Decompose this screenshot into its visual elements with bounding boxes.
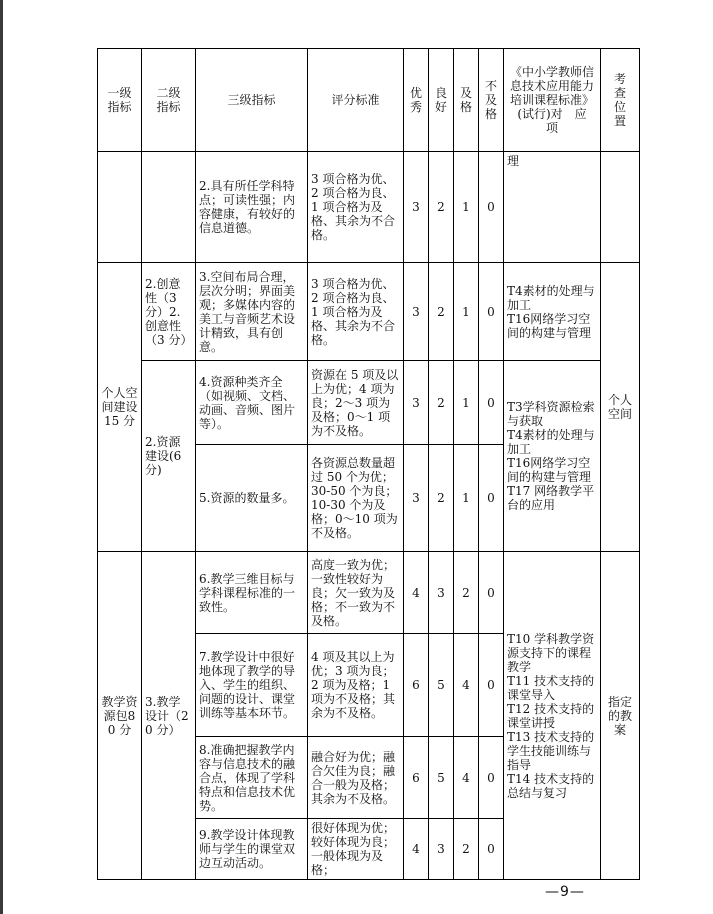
score-good: 2 [429, 445, 454, 552]
item-cell: 6.教学三维目标与学科课程标准的一致性。 [196, 552, 308, 634]
table-row [98, 263, 640, 361]
level1-teaching: 教学资源包80 分 [98, 552, 142, 880]
item-cell: 2.具有所任学科特点；可读性强；内容健康，有较好的信息道德。 [196, 152, 308, 263]
score-excellent: 3 [404, 361, 429, 445]
item-cell: 8.准确把握教学内容与信息技术的融合点，体现了学科特点和信息技术优势。 [196, 737, 308, 819]
score-good: 3 [429, 552, 454, 634]
score-excellent: 3 [404, 445, 429, 552]
item-cell: 9.教学设计体现教师与学生的课堂双边互动活动。 [196, 819, 308, 880]
criteria-cell: 3 项合格为优、2 项合格为良、1 项合格为及格、其余为不合格。 [308, 263, 404, 361]
header-location: 考 查 位 置 [601, 49, 640, 152]
standard-creativity: T4素材的处理与加工 T16网络学习空间的构建与管理 [504, 263, 601, 361]
page-number: —9— [545, 884, 585, 900]
location-cell-empty [601, 152, 640, 263]
header-level3: 三级指标 [196, 49, 308, 152]
score-pass: 1 [454, 263, 479, 361]
score-good: 2 [429, 361, 454, 445]
evaluation-table [97, 48, 640, 880]
header-criteria: 评分标准 [308, 49, 404, 152]
header-fail: 不 及 格 [479, 49, 504, 152]
level2-teaching-design: 3.教学设计（20 分） [142, 552, 196, 880]
score-fail: 0 [479, 634, 504, 737]
standard-cell: 理 [504, 152, 601, 263]
score-good: 5 [429, 737, 454, 819]
score-good: 5 [429, 634, 454, 737]
score-excellent: 3 [404, 152, 429, 263]
score-excellent: 6 [404, 634, 429, 737]
level2-cell-empty [142, 152, 196, 263]
location-teaching: 指定的教案 [601, 552, 640, 880]
item-cell: 3.空间布局合理，层次分明；界面美观；多媒体内容的美工与音频艺术设计精致，具有创意。 [196, 263, 308, 361]
criteria-cell: 各资源总数量超过 50 个为优；30-50 个为良；10-30 个为及格；0～10 项为不及格。 [308, 445, 404, 552]
header-level2: 二级 指标 [142, 49, 196, 152]
header-excellent: 优 秀 [404, 49, 429, 152]
score-pass: 1 [454, 445, 479, 552]
level1-personal-space: 个人空间建设15 分 [98, 263, 142, 552]
criteria-cell: 很好体现为优；较好体现为良；一般体现为及格； [308, 819, 404, 880]
score-fail: 0 [479, 445, 504, 552]
score-pass: 4 [454, 737, 479, 819]
score-good: 2 [429, 263, 454, 361]
score-fail: 0 [479, 737, 504, 819]
header-standard: 《中小学教师信息技术应用能力培训课程标准》(试行)对 应 项 [504, 49, 601, 152]
score-fail: 0 [479, 152, 504, 263]
score-pass: 2 [454, 819, 479, 880]
score-pass: 1 [454, 152, 479, 263]
criteria-cell: 融合好为优；融合欠佳为良；融合一般为及格；其余为不及格。 [308, 737, 404, 819]
score-fail: 0 [479, 361, 504, 445]
item-cell: 7.教学设计中很好地体现了教学的导入、学生的组织、问题的设计、课堂训练等基本环节。 [196, 634, 308, 737]
item-cell: 4.资源种类齐全（如视频、文档、动画、音频、图片等）。 [196, 361, 308, 445]
score-fail: 0 [479, 819, 504, 880]
score-good: 2 [429, 152, 454, 263]
header-level1: 一级 指标 [98, 49, 142, 152]
score-excellent: 4 [404, 819, 429, 880]
criteria-cell: 高度一致为优；一致性较好为良；欠一致为及格；不一致为不及格。 [308, 552, 404, 634]
table-row [98, 152, 640, 263]
level2-resources: 2.资源建设(6 分) [142, 361, 196, 552]
score-fail: 0 [479, 552, 504, 634]
score-pass: 1 [454, 361, 479, 445]
criteria-cell: 3 项合格为优、2 项合格为良、1 项合格为及格、其余为不合格。 [308, 152, 404, 263]
standard-resources: T3学科资源检索与获取 T4素材的处理与加工 T16网络学习空间的构建与管理 T17 网络教学平台的应用 [504, 361, 601, 552]
criteria-cell: 4 项及其以上为优；3 项为良；2 项为及格；1 项为不及格；其余为不及格。 [308, 634, 404, 737]
criteria-cell: 资源在 5 项及以上为优；4 项为良；2～3 项为及格；0～1 项为不及格。 [308, 361, 404, 445]
window-edge [0, 0, 3, 914]
header-pass: 及 格 [454, 49, 479, 152]
score-excellent: 3 [404, 263, 429, 361]
level2-creativity: 2.创意性（3 分）2.创意性（3 分） [142, 263, 196, 361]
location-personal-space: 个人空间 [601, 263, 640, 552]
table-row [98, 552, 640, 634]
item-cell: 5.资源的数量多。 [196, 445, 308, 552]
header-row [98, 49, 640, 152]
level1-cell-empty [98, 152, 142, 263]
table-row [98, 361, 640, 445]
header-good: 良 好 [429, 49, 454, 152]
score-excellent: 6 [404, 737, 429, 819]
score-pass: 2 [454, 552, 479, 634]
standard-teaching: T10 学科教学资源支持下的课程教学 T11 技术支持的课堂导入 T12 技术支持的课堂讲授 T13 技术支持的学生技能训练与指导 T14 技术支持的总结与复习 [504, 552, 601, 880]
score-pass: 4 [454, 634, 479, 737]
score-excellent: 4 [404, 552, 429, 634]
score-good: 3 [429, 819, 454, 880]
score-fail: 0 [479, 263, 504, 361]
